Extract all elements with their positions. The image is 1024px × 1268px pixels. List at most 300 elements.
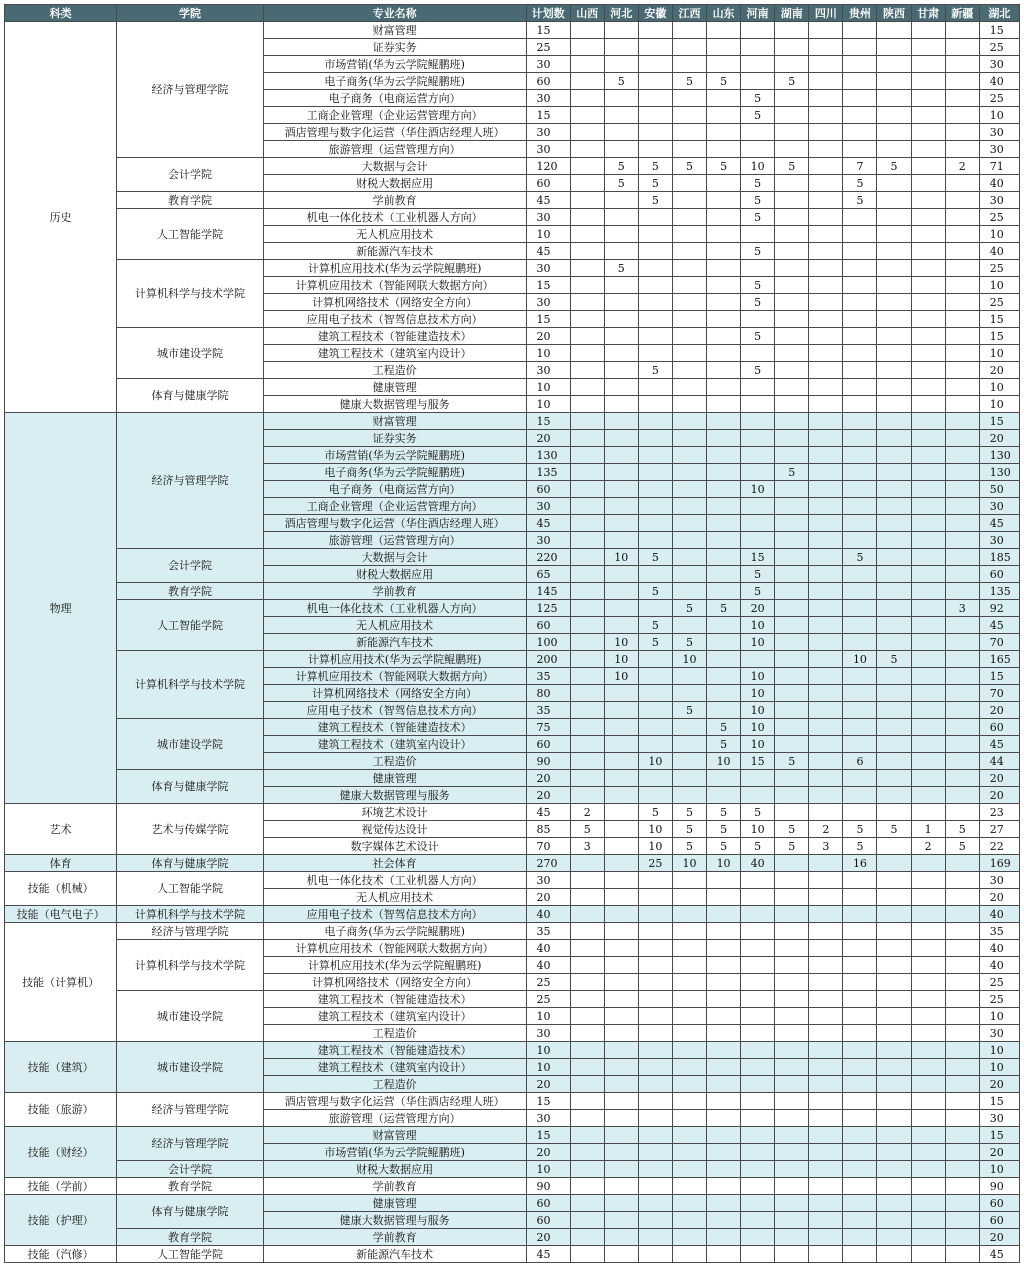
province-quota-cell [911, 1076, 945, 1093]
province-quota-cell [809, 464, 843, 481]
province-quota-cell [775, 736, 809, 753]
province-quota-cell [570, 311, 604, 328]
province-quota-cell [570, 56, 604, 73]
province-quota-cell [570, 243, 604, 260]
major-name-cell: 建筑工程技术（智能建造技术） [263, 1042, 526, 1059]
hubei-quota-cell: 15 [979, 1127, 1019, 1144]
province-quota-cell [707, 362, 741, 379]
major-name-cell: 市场营销(华为云学院鲲鹏班) [263, 1144, 526, 1161]
province-quota-cell [707, 685, 741, 702]
province-quota-cell [911, 413, 945, 430]
province-quota-cell [911, 515, 945, 532]
province-quota-cell [809, 1076, 843, 1093]
province-quota-cell [809, 736, 843, 753]
major-name-cell: 酒店管理与数字化运营（华住酒店经理人班） [263, 515, 526, 532]
province-quota-cell: 5 [741, 209, 775, 226]
province-quota-cell: 5 [672, 838, 706, 855]
province-quota-cell [570, 889, 604, 906]
province-quota-cell [877, 532, 911, 549]
province-quota-cell [809, 396, 843, 413]
major-name-cell: 学前教育 [263, 1178, 526, 1195]
province-quota-cell [945, 906, 979, 923]
plan-count-cell: 40 [526, 940, 570, 957]
province-quota-cell [741, 787, 775, 804]
province-quota-cell [945, 583, 979, 600]
province-quota-cell [638, 413, 672, 430]
province-quota-cell [843, 719, 877, 736]
province-quota-cell [775, 855, 809, 872]
province-quota-cell: 5 [945, 821, 979, 838]
province-quota-cell [638, 379, 672, 396]
province-quota-cell [843, 923, 877, 940]
province-quota-cell: 10 [741, 481, 775, 498]
province-quota-cell [775, 1059, 809, 1076]
province-quota-cell [809, 362, 843, 379]
hubei-quota-cell: 20 [979, 1076, 1019, 1093]
province-quota-cell [775, 379, 809, 396]
province-quota-cell [638, 345, 672, 362]
province-quota-cell [775, 1042, 809, 1059]
province-quota-cell [809, 192, 843, 209]
college-cell: 人工智能学院 [117, 600, 263, 651]
province-quota-cell [570, 175, 604, 192]
hubei-quota-cell: 45 [979, 617, 1019, 634]
province-quota-cell [570, 583, 604, 600]
province-quota-cell [945, 1161, 979, 1178]
province-quota-cell [945, 1008, 979, 1025]
plan-count-cell: 30 [526, 124, 570, 141]
province-quota-cell [877, 56, 911, 73]
province-quota-cell [672, 260, 706, 277]
province-quota-cell [707, 498, 741, 515]
major-name-cell: 新能源汽车技术 [263, 634, 526, 651]
province-quota-cell [877, 991, 911, 1008]
major-name-cell: 视觉传达设计 [263, 821, 526, 838]
hubei-quota-cell: 20 [979, 702, 1019, 719]
province-quota-cell [809, 668, 843, 685]
province-quota-cell [945, 719, 979, 736]
plan-count-cell: 45 [526, 515, 570, 532]
table-row [5, 583, 1020, 600]
province-quota-cell [945, 481, 979, 498]
plan-count-cell: 40 [526, 906, 570, 923]
hubei-quota-cell: 10 [979, 1042, 1019, 1059]
province-quota-cell [945, 702, 979, 719]
province-quota-cell [843, 430, 877, 447]
column-header: 山东 [707, 5, 741, 22]
province-quota-cell [809, 923, 843, 940]
province-quota-cell [707, 1246, 741, 1263]
province-quota-cell [843, 22, 877, 39]
province-quota-cell [911, 1212, 945, 1229]
province-quota-cell [843, 515, 877, 532]
college-cell: 经济与管理学院 [117, 1127, 263, 1161]
province-quota-cell: 10 [638, 838, 672, 855]
category-cell: 体育 [5, 855, 117, 872]
hubei-quota-cell: 20 [979, 889, 1019, 906]
province-quota-cell [604, 974, 638, 991]
province-quota-cell: 10 [707, 855, 741, 872]
province-quota-cell [911, 209, 945, 226]
province-quota-cell [843, 124, 877, 141]
province-quota-cell [877, 192, 911, 209]
province-quota-cell [945, 413, 979, 430]
province-quota-cell [945, 124, 979, 141]
province-quota-cell [707, 872, 741, 889]
province-quota-cell [672, 447, 706, 464]
hubei-quota-cell: 71 [979, 158, 1019, 175]
province-quota-cell [672, 430, 706, 447]
province-quota-cell [604, 532, 638, 549]
province-quota-cell [877, 124, 911, 141]
province-quota-cell [843, 906, 877, 923]
province-quota-cell [672, 294, 706, 311]
province-quota-cell [672, 719, 706, 736]
major-name-cell: 电子商务(华为云学院鲲鹏班) [263, 923, 526, 940]
plan-count-cell: 145 [526, 583, 570, 600]
province-quota-cell [945, 209, 979, 226]
province-quota-cell [604, 209, 638, 226]
province-quota-cell: 40 [741, 855, 775, 872]
province-quota-cell [672, 787, 706, 804]
province-quota-cell [707, 1144, 741, 1161]
province-quota-cell [843, 481, 877, 498]
province-quota-cell [570, 600, 604, 617]
province-quota-cell: 10 [741, 634, 775, 651]
province-quota-cell [945, 56, 979, 73]
province-quota-cell [877, 379, 911, 396]
province-quota-cell: 5 [843, 838, 877, 855]
province-quota-cell [809, 345, 843, 362]
college-cell: 计算机科学与技术学院 [117, 651, 263, 719]
province-quota-cell [707, 39, 741, 56]
province-quota-cell [945, 447, 979, 464]
province-quota-cell [945, 243, 979, 260]
province-quota-cell [570, 872, 604, 889]
province-quota-cell [672, 1127, 706, 1144]
plan-count-cell: 35 [526, 702, 570, 719]
province-quota-cell: 10 [638, 753, 672, 770]
province-quota-cell [638, 889, 672, 906]
province-quota-cell [672, 1042, 706, 1059]
province-quota-cell [945, 1025, 979, 1042]
province-quota-cell [843, 1008, 877, 1025]
province-quota-cell [843, 668, 877, 685]
major-name-cell: 机电一体化技术（工业机器人方向） [263, 872, 526, 889]
province-quota-cell [945, 855, 979, 872]
province-quota-cell [604, 821, 638, 838]
province-quota-cell [775, 1212, 809, 1229]
plan-count-cell: 60 [526, 736, 570, 753]
province-quota-cell [604, 583, 638, 600]
hubei-quota-cell: 15 [979, 668, 1019, 685]
major-name-cell: 建筑工程技术（智能建造技术） [263, 991, 526, 1008]
plan-count-cell: 40 [526, 957, 570, 974]
province-quota-cell: 2 [570, 804, 604, 821]
province-quota-cell [775, 1025, 809, 1042]
province-quota-cell [877, 549, 911, 566]
college-cell: 人工智能学院 [117, 872, 263, 906]
college-cell: 人工智能学院 [117, 209, 263, 260]
major-name-cell: 健康管理 [263, 379, 526, 396]
plan-count-cell: 60 [526, 1195, 570, 1212]
province-quota-cell [843, 362, 877, 379]
province-quota-cell [877, 753, 911, 770]
province-quota-cell [570, 1178, 604, 1195]
province-quota-cell [843, 804, 877, 821]
province-quota-cell [775, 940, 809, 957]
province-quota-cell [707, 413, 741, 430]
province-quota-cell [877, 1127, 911, 1144]
province-quota-cell [877, 1059, 911, 1076]
province-quota-cell [911, 1161, 945, 1178]
province-quota-cell [707, 770, 741, 787]
table-row [5, 923, 1020, 940]
table-row [5, 328, 1020, 345]
hubei-quota-cell: 25 [979, 90, 1019, 107]
province-quota-cell: 10 [604, 634, 638, 651]
province-quota-cell [775, 1246, 809, 1263]
province-quota-cell [638, 685, 672, 702]
province-quota-cell [741, 1042, 775, 1059]
province-quota-cell: 10 [741, 617, 775, 634]
category-cell: 技能（旅游） [5, 1093, 117, 1127]
province-quota-cell [570, 464, 604, 481]
province-quota-cell [570, 158, 604, 175]
province-quota-cell [877, 974, 911, 991]
category-cell: 物理 [5, 413, 117, 804]
plan-count-cell: 200 [526, 651, 570, 668]
province-quota-cell [741, 413, 775, 430]
province-quota-cell [809, 1059, 843, 1076]
province-quota-cell [911, 464, 945, 481]
province-quota-cell: 5 [877, 821, 911, 838]
plan-count-cell: 85 [526, 821, 570, 838]
province-quota-cell [604, 1110, 638, 1127]
province-quota-cell [707, 90, 741, 107]
province-quota-cell [877, 209, 911, 226]
province-quota-cell [911, 1178, 945, 1195]
college-cell: 教育学院 [117, 1178, 263, 1195]
province-quota-cell [877, 787, 911, 804]
province-quota-cell [809, 1144, 843, 1161]
major-name-cell: 计算机应用技术(华为云学院鲲鹏班) [263, 957, 526, 974]
province-quota-cell [911, 141, 945, 158]
major-name-cell: 证券实务 [263, 430, 526, 447]
province-quota-cell [672, 736, 706, 753]
province-quota-cell [775, 413, 809, 430]
province-quota-cell [707, 889, 741, 906]
province-quota-cell [570, 668, 604, 685]
province-quota-cell [775, 1008, 809, 1025]
province-quota-cell [741, 73, 775, 90]
province-quota-cell [843, 379, 877, 396]
province-quota-cell [809, 617, 843, 634]
province-quota-cell [843, 991, 877, 1008]
province-quota-cell [843, 583, 877, 600]
province-quota-cell [877, 277, 911, 294]
province-quota-cell [638, 736, 672, 753]
province-quota-cell [672, 90, 706, 107]
province-quota-cell [741, 447, 775, 464]
province-quota-cell [911, 362, 945, 379]
major-name-cell: 环境艺术设计 [263, 804, 526, 821]
province-quota-cell [672, 39, 706, 56]
table-row [5, 1093, 1020, 1110]
province-quota-cell [843, 226, 877, 243]
hubei-quota-cell: 10 [979, 396, 1019, 413]
province-quota-cell [843, 1246, 877, 1263]
major-name-cell: 健康大数据管理与服务 [263, 1212, 526, 1229]
province-quota-cell [945, 957, 979, 974]
province-quota-cell [775, 1093, 809, 1110]
province-quota-cell [638, 396, 672, 413]
province-quota-cell [707, 311, 741, 328]
province-quota-cell [775, 872, 809, 889]
province-quota-cell: 3 [945, 600, 979, 617]
college-cell: 经济与管理学院 [117, 1093, 263, 1127]
province-quota-cell: 5 [741, 362, 775, 379]
province-quota-cell [843, 1195, 877, 1212]
major-name-cell: 机电一体化技术（工业机器人方向） [263, 600, 526, 617]
province-quota-cell [604, 107, 638, 124]
hubei-quota-cell: 15 [979, 413, 1019, 430]
province-quota-cell [911, 719, 945, 736]
province-quota-cell [809, 430, 843, 447]
province-quota-cell [911, 889, 945, 906]
hubei-quota-cell: 30 [979, 872, 1019, 889]
plan-count-cell: 10 [526, 1161, 570, 1178]
province-quota-cell [604, 753, 638, 770]
plan-count-cell: 10 [526, 1042, 570, 1059]
province-quota-cell [911, 1127, 945, 1144]
province-quota-cell [945, 277, 979, 294]
column-header: 河北 [604, 5, 638, 22]
column-header: 河南 [741, 5, 775, 22]
province-quota-cell: 5 [741, 175, 775, 192]
province-quota-cell [570, 226, 604, 243]
province-quota-cell [707, 1212, 741, 1229]
table-row [5, 1246, 1020, 1263]
province-quota-cell [843, 1076, 877, 1093]
province-quota-cell [775, 192, 809, 209]
column-header: 学院 [117, 5, 263, 22]
province-quota-cell [911, 770, 945, 787]
hubei-quota-cell: 10 [979, 226, 1019, 243]
province-quota-cell [945, 379, 979, 396]
province-quota-cell [775, 1178, 809, 1195]
province-quota-cell [672, 1076, 706, 1093]
college-cell: 人工智能学院 [117, 1246, 263, 1263]
province-quota-cell [672, 1212, 706, 1229]
province-quota-cell [638, 498, 672, 515]
province-quota-cell [672, 413, 706, 430]
province-quota-cell: 5 [604, 260, 638, 277]
province-quota-cell [775, 991, 809, 1008]
province-quota-cell: 5 [638, 158, 672, 175]
province-quota-cell [775, 651, 809, 668]
table-row [5, 1229, 1020, 1246]
province-quota-cell [945, 396, 979, 413]
province-quota-cell [877, 430, 911, 447]
category-cell: 技能（机械） [5, 872, 117, 906]
plan-count-cell: 20 [526, 1076, 570, 1093]
hubei-quota-cell: 60 [979, 1195, 1019, 1212]
major-name-cell: 财富管理 [263, 413, 526, 430]
column-header: 陕西 [877, 5, 911, 22]
province-quota-cell [638, 872, 672, 889]
province-quota-cell [945, 226, 979, 243]
province-quota-cell [570, 991, 604, 1008]
province-quota-cell [911, 447, 945, 464]
major-name-cell: 计算机网络技术（网络安全方向） [263, 974, 526, 991]
plan-count-cell: 25 [526, 39, 570, 56]
province-quota-cell [877, 634, 911, 651]
province-quota-cell: 5 [877, 651, 911, 668]
province-quota-cell [707, 634, 741, 651]
province-quota-cell [570, 413, 604, 430]
province-quota-cell [741, 1008, 775, 1025]
province-quota-cell [911, 345, 945, 362]
hubei-quota-cell: 30 [979, 1025, 1019, 1042]
plan-count-cell: 35 [526, 668, 570, 685]
province-quota-cell [945, 1144, 979, 1161]
province-quota-cell: 5 [638, 192, 672, 209]
province-quota-cell [604, 328, 638, 345]
province-quota-cell [945, 175, 979, 192]
province-quota-cell [604, 464, 638, 481]
plan-count-cell: 30 [526, 1025, 570, 1042]
province-quota-cell: 5 [775, 753, 809, 770]
province-quota-cell [775, 600, 809, 617]
plan-count-cell: 30 [526, 90, 570, 107]
province-quota-cell [741, 1059, 775, 1076]
province-quota-cell [741, 651, 775, 668]
province-quota-cell [809, 583, 843, 600]
province-quota-cell: 5 [741, 583, 775, 600]
province-quota-cell [638, 515, 672, 532]
hubei-quota-cell: 40 [979, 243, 1019, 260]
plan-count-cell: 10 [526, 1059, 570, 1076]
province-quota-cell [570, 1059, 604, 1076]
table-row [5, 855, 1020, 872]
major-name-cell: 财税大数据应用 [263, 566, 526, 583]
hubei-quota-cell: 27 [979, 821, 1019, 838]
province-quota-cell [604, 872, 638, 889]
province-quota-cell [809, 770, 843, 787]
province-quota-cell: 3 [809, 838, 843, 855]
province-quota-cell [877, 617, 911, 634]
province-quota-cell [707, 1008, 741, 1025]
province-quota-cell [707, 107, 741, 124]
province-quota-cell [570, 1025, 604, 1042]
province-quota-cell [911, 22, 945, 39]
province-quota-cell [877, 73, 911, 90]
province-quota-cell [604, 736, 638, 753]
table-row [5, 209, 1020, 226]
province-quota-cell [809, 413, 843, 430]
table-row [5, 22, 1020, 39]
category-cell: 技能（电气电子） [5, 906, 117, 923]
province-quota-cell: 5 [604, 158, 638, 175]
province-quota-cell [911, 906, 945, 923]
hubei-quota-cell: 10 [979, 379, 1019, 396]
province-quota-cell [672, 906, 706, 923]
province-quota-cell [638, 311, 672, 328]
province-quota-cell [877, 1229, 911, 1246]
hubei-quota-cell: 10 [979, 277, 1019, 294]
table-row [5, 379, 1020, 396]
